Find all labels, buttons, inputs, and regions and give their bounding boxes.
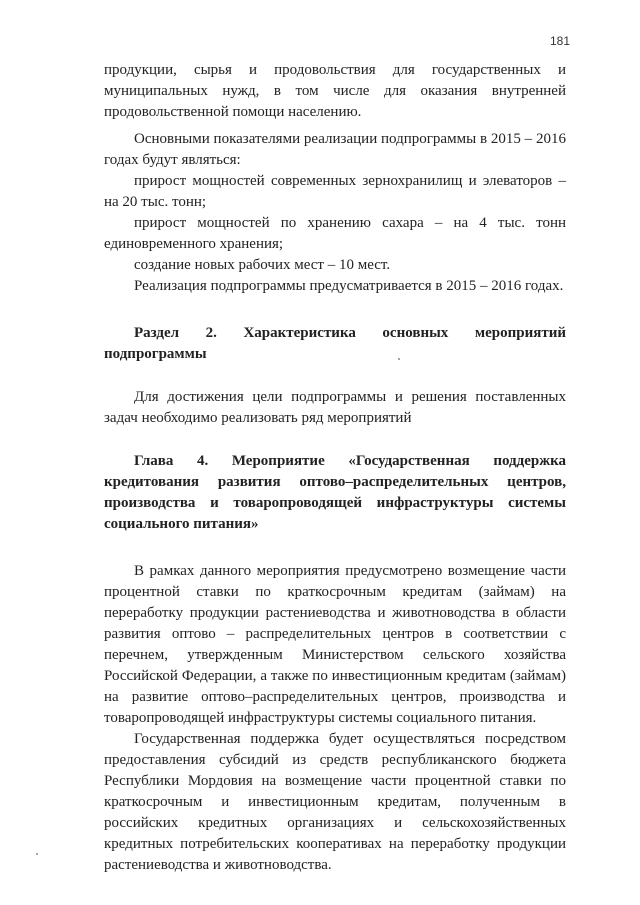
- section-heading: Раздел 2. Характеристика основных мероприятий подпрограммы: [104, 325, 566, 362]
- paragraph-implementation-period: Реализация подпрограммы предусматривается в 2015 – 2016 годах.: [134, 278, 564, 294]
- paragraph-state-support: Государственная поддержка будет осуществляться посредством предоставления субсидий из средств республиканского бюджета Республики Мордовия на возмещение части процентной ставки по краткосрочным и инвестиционным кредитам, полученным в российских кредитных организациях и сельскохозяйственных кредитных потребительских кооперативах на переработку продукции растениеводства и животноводства.: [104, 731, 566, 873]
- paragraph-jobs: создание новых рабочих мест – 10 мест.: [134, 257, 391, 273]
- chapter-heading: Глава 4. Мероприятие «Государственная поддержка кредитования развития оптово–распределительных центров, производства и товаропроводящей инфраструктуры системы социального питания»: [104, 453, 566, 532]
- page-number: 181: [549, 34, 570, 48]
- paragraph-goal: Для достижения цели подпрограммы и решения поставленных задач необходимо реализовать ряд мероприятий: [104, 389, 566, 426]
- paragraph-sugar-storage: прирост мощностей по хранению сахара – на 4 тыс. тонн единовременного хранения;: [104, 215, 566, 252]
- paragraph-indicators-intro: Основными показателями реализации подпрограммы в 2015 – 2016 годах будут являться:: [104, 131, 566, 168]
- paragraph-continuation: продукции, сырья и продовольствия для государственных и муниципальных нужд, в том числе для оказания внутренней продовольственной помощи населению.: [104, 62, 566, 120]
- scan-speck: [36, 853, 38, 855]
- paragraph-measure-description: В рамках данного мероприятия предусмотрено возмещение части процентной ставки по краткосрочным кредитам (займам) на переработку продукции растениеводства и животноводства в области развития оптово – распределительных центров в соответствии с перечнем, утвержденным Министерством сельского хозяйства Российской Федерации, а также по инвестиционным кредитам (займам) на развитие оптово–распределительных центров, производства и товаропроводящей инфраструктуры системы социального питания.: [104, 563, 566, 726]
- document-body: [104, 60, 566, 876]
- scan-speck: [398, 358, 400, 360]
- paragraph-grain-storage: прирост мощностей современных зернохранилищ и элеваторов – на 20 тыс. тонн;: [104, 173, 566, 210]
